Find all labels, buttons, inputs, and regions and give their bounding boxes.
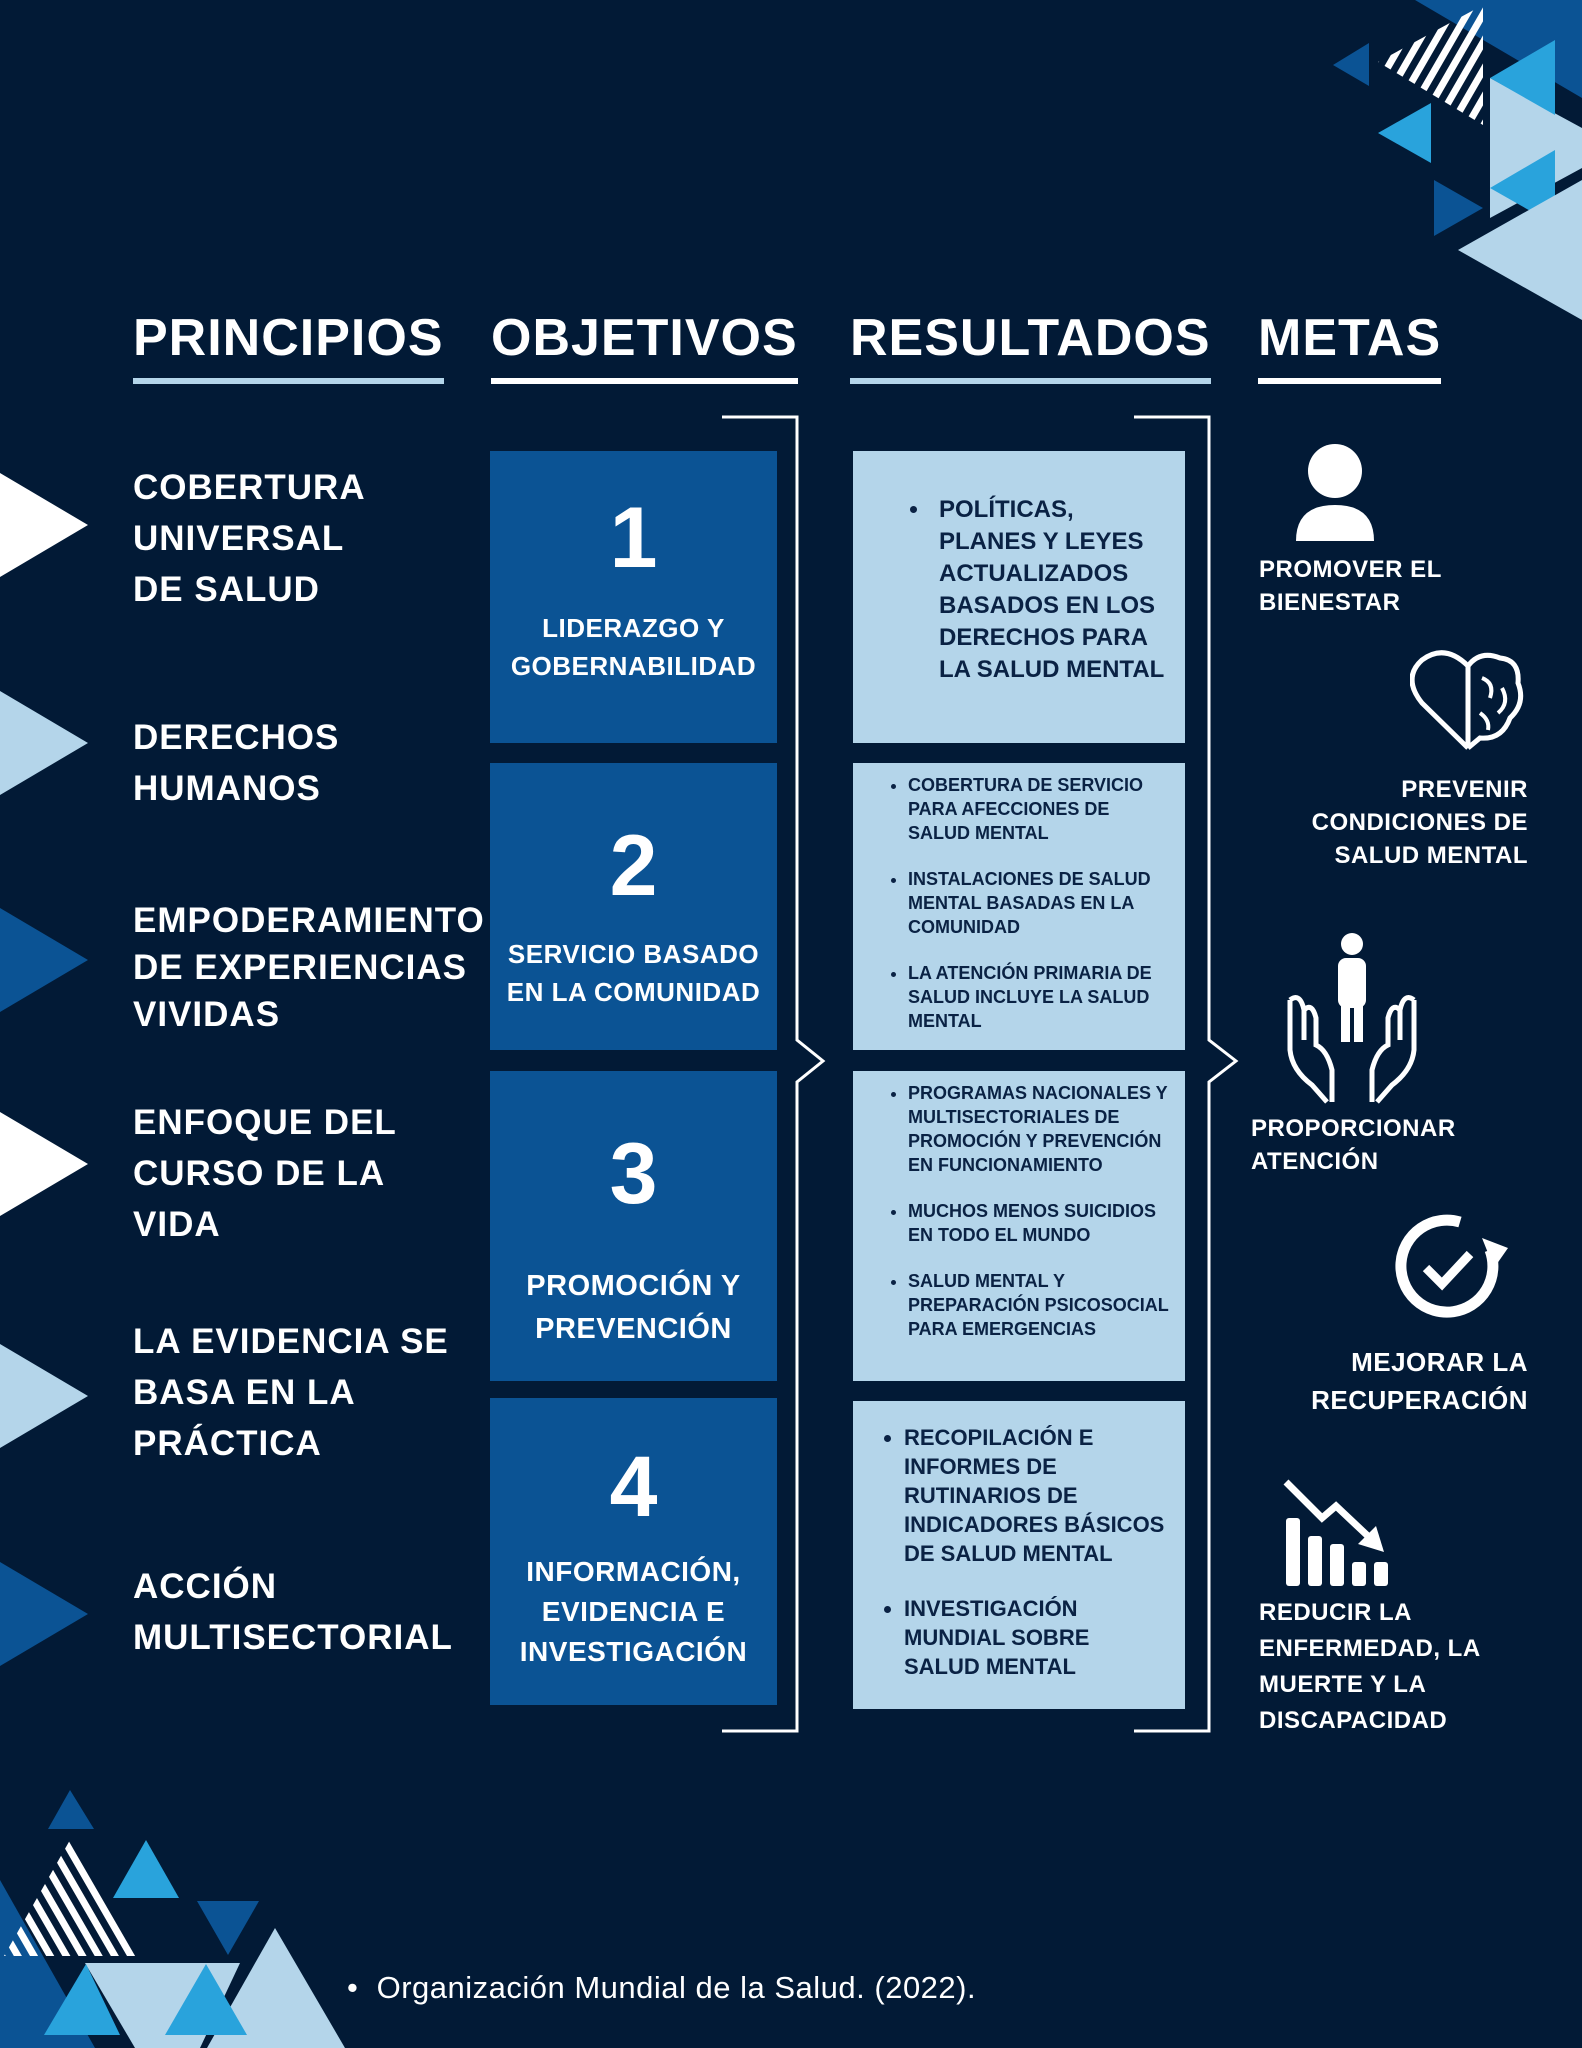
objetivo-label-line: GOBERNABILIDAD — [510, 651, 757, 681]
triangle-marker — [0, 908, 88, 1012]
objetivo-label-line: PREVENCIÓN — [535, 1313, 732, 1345]
meta-label-line: REDUCIR LA — [1259, 1599, 1412, 1626]
heart-brain-icon — [1410, 648, 1526, 754]
principio-line: EMPODERAMIENTO — [133, 901, 485, 940]
principio-line: DE SALUD — [133, 570, 320, 609]
resultado-item: • RECOPILACIÓN E INFORMES DE RUTINARIOS DE INDICADORES BÁSICOS DE SALUD MENTAL — [904, 1423, 1167, 1568]
resultado-item: • INVESTIGACIÓN MUNDIAL SOBRE SALUD MENTAL — [904, 1594, 1167, 1681]
meta-label-line: BIENESTAR — [1259, 589, 1401, 616]
principio-line: DERECHOS — [133, 718, 340, 757]
header-objetivos: OBJETIVOS — [491, 312, 798, 384]
citation-text: Organización Mundial de la Salud. (2022). — [376, 1970, 977, 2005]
meta-promover-bienestar — [1259, 553, 1442, 619]
objetivo-number: 2 — [609, 818, 658, 914]
objetivo-label-line: LIDERAZGO Y — [542, 613, 725, 643]
objetivo-label-line: PROMOCIÓN Y — [526, 1270, 741, 1302]
principio-line: VIVIDAS — [133, 995, 281, 1034]
objetivo-label — [511, 609, 756, 685]
triangle-marker — [0, 691, 88, 795]
meta-label-line: MEJORAR LA — [1351, 1347, 1528, 1377]
principio-line: ACCIÓN — [133, 1567, 278, 1606]
principio-line: VIDA — [133, 1205, 221, 1244]
triangle-marker — [0, 1344, 88, 1448]
meta-label-line: ATENCIÓN — [1251, 1148, 1379, 1175]
resultado-item: • POLÍTICAS, PLANES Y LEYES ACTUALIZADOS BASADOS EN LOS DERECHOS PARA LA SALUD MENTAL — [931, 494, 1165, 686]
principio-line: COBERTURA — [133, 468, 366, 507]
triangle-marker — [0, 1112, 88, 1216]
meta-label-line: PROMOVER EL — [1259, 556, 1442, 583]
meta-label-line: MUERTE Y LA — [1259, 1671, 1427, 1698]
objetivo-label-line: EVIDENCIA E — [541, 1596, 726, 1627]
meta-prevenir-condiciones — [1312, 773, 1528, 872]
objetivo-label — [507, 935, 761, 1011]
resultado-item: • SALUD MENTAL Y PREPARACIÓN PSICOSOCIAL PARA EMERGENCIAS — [908, 1269, 1169, 1341]
meta-label-line: PROPORCIONAR — [1251, 1115, 1456, 1142]
objetivo-label — [526, 1265, 740, 1351]
person-icon — [1294, 443, 1376, 543]
objetivo-label-line: EN LA COMUNIDAD — [506, 977, 761, 1007]
header-principios: PRINCIPIOS — [133, 312, 444, 384]
meta-label-line: DISCAPACIDAD — [1259, 1707, 1448, 1734]
meta-label-line: SALUD MENTAL — [1334, 842, 1528, 869]
principio-line: UNIVERSAL — [133, 519, 345, 558]
resultado-item: • INSTALACIONES DE SALUD MENTAL BASADAS EN LA COMUNIDAD — [908, 867, 1165, 939]
resultado-4 — [853, 1401, 1185, 1709]
principio-line: CURSO DE LA — [133, 1154, 386, 1193]
principio-line: ENFOQUE DEL — [133, 1103, 397, 1142]
principio-line: BASA EN LA — [133, 1373, 356, 1412]
principio-accion — [133, 1561, 453, 1663]
resultado-2 — [853, 763, 1185, 1050]
resultado-1 — [853, 451, 1185, 743]
header-resultados: RESULTADOS — [850, 312, 1211, 384]
principio-line: MULTISECTORIAL — [133, 1618, 453, 1657]
caring-hands-icon — [1282, 930, 1422, 1105]
objetivo-label-line: INVESTIGACIÓN — [519, 1636, 748, 1667]
meta-label-line: CONDICIONES DE — [1311, 809, 1528, 836]
objetivo-number: 1 — [609, 490, 658, 586]
principio-cobertura — [133, 462, 366, 615]
resultado-item: • COBERTURA DE SERVICIO PARA AFECCIONES DE SALUD MENTAL — [908, 773, 1165, 845]
triangle-marker — [0, 473, 88, 577]
meta-reducir-enfermedad — [1259, 1595, 1481, 1739]
meta-proporcionar-atencion — [1251, 1112, 1456, 1178]
triangle-marker — [0, 1562, 88, 1666]
objetivo-label — [520, 1552, 747, 1672]
principio-line: PRÁCTICA — [133, 1424, 322, 1463]
bullet: • — [347, 1970, 377, 2005]
meta-label-line: PREVENIR — [1401, 776, 1528, 803]
principio-line: DE EXPERIENCIAS — [133, 948, 467, 987]
meta-label-line: ENFERMEDAD, LA — [1259, 1635, 1481, 1662]
objetivo-number: 3 — [609, 1126, 658, 1222]
principio-empoderamiento — [133, 897, 485, 1038]
objetivo-3 — [490, 1071, 777, 1381]
source-citation — [347, 1970, 976, 2006]
header-metas: METAS — [1258, 312, 1441, 384]
resultado-item: • PROGRAMAS NACIONALES Y MULTISECTORIALES DE PROMOCIÓN Y PREVENCIÓN EN FUNCIONAMIENTO — [908, 1081, 1169, 1177]
objetivo-number: 4 — [609, 1439, 658, 1535]
objetivo-4 — [490, 1398, 777, 1705]
declining-chart-icon — [1282, 1478, 1396, 1588]
objetivo-2 — [490, 763, 777, 1050]
principio-evidencia — [133, 1316, 449, 1469]
objetivo-label-line: INFORMACIÓN, — [526, 1556, 741, 1587]
principio-line: HUMANOS — [133, 769, 321, 808]
principio-derechos — [133, 712, 339, 814]
principio-line: LA EVIDENCIA SE — [133, 1322, 449, 1361]
meta-mejorar-recuperacion — [1311, 1343, 1528, 1419]
principio-curso-vida — [133, 1097, 397, 1250]
resultado-item: • LA ATENCIÓN PRIMARIA DE SALUD INCLUYE LA SALUD MENTAL — [908, 961, 1165, 1033]
objetivo-1 — [490, 451, 777, 743]
meta-label-line: RECUPERACIÓN — [1311, 1385, 1528, 1415]
resultado-3 — [853, 1071, 1185, 1381]
refresh-check-icon — [1390, 1210, 1510, 1325]
objetivo-label-line: SERVICIO BASADO — [507, 939, 760, 969]
resultado-item: • MUCHOS MENOS SUICIDIOS EN TODO EL MUNDO — [908, 1199, 1169, 1247]
